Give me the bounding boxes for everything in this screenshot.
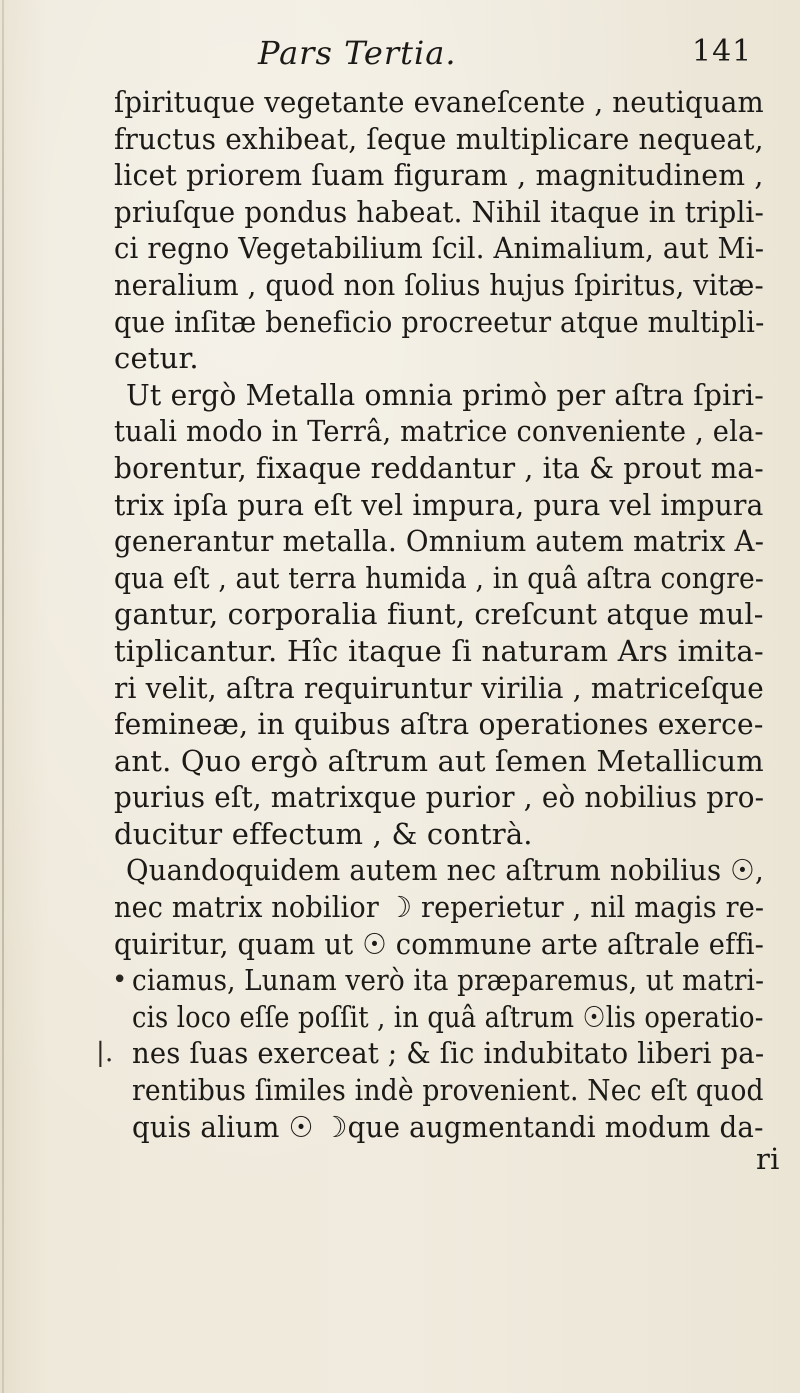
text-line: generantur metalla. Omnium autem matrix A- [114,524,765,559]
text-line: neralium , quod non ſolius hujus ſpiritus, vitæ- [114,267,764,302]
text-line: priuſque pondus habeat. Nihil itaque in tripli- [114,194,765,229]
text-line: femineæ, in quibus aſtra operationes exerce- [114,707,764,742]
catchword-line [0,1142,800,1182]
text-line: quis alium ☉ ☽que augmentandi modum da- [132,1109,764,1144]
text-line: tuali modo in Terrâ, matrice conveniente , ela- [114,414,764,449]
text-line: licet priorem ſuam figuram , magnitudinem , [114,158,764,193]
text-line: ſpirituque vegetante evaneſcente , neutiquam [114,85,764,119]
running-title: Pars Tertia. [258,34,457,72]
text-line: qua eſt , aut terra humida , in quâ aſtra congre- [114,560,765,595]
margin-mark: |. [96,1038,114,1069]
body-text [0,84,800,1182]
text-line: ant. Quo ergò aſtrum aut ſemen Metallicum [114,743,764,778]
text-line: fructus exhibeat, ſeque multiplicare nequeat, [114,121,764,156]
text-line: trix ipſa pura eſt vel impura, pura vel impura [114,487,764,522]
catchword: ri [756,1142,780,1177]
text-line: ducitur effectum , & contrà. [114,816,533,851]
text-line: gantur, corporalia fiunt, creſcunt atque mul- [114,597,764,632]
text-line: borentur, fixaque reddantur , ita & prout ma- [114,450,764,485]
text-line: cis loco eſſe poſſit , in quâ aſtrum ☉lis operatio- [132,999,764,1034]
text-line: Quandoquidem autem nec aſtrum nobilius ☉, [126,853,764,888]
text-line: quiritur, quam ut ☉ commune arte aſtrale effi- [114,926,765,961]
text-line: cetur. [114,341,199,376]
text-line: • ciamus, Lunam verò ita præparemus, ut matri- [112,963,765,998]
running-head [0,28,800,78]
text-line: rentibus ſimiles indè provenient. Nec eſt quod [132,1073,764,1108]
margin-mark: • [112,965,128,996]
text-line: |. nes ſuas exerceat ; & ſic indubitato liberi pa- [96,1036,765,1071]
text-line: purius eſt, matrixque purior , eò nobilius pro- [114,780,765,815]
text-line: nec matrix nobilior ☽ reperietur , nil magis re- [114,890,765,925]
page-number: 141 [692,34,753,69]
text-line: Ut ergò Metalla omnia primò per aſtra ſpiri- [126,377,764,412]
text-line: tiplicantur. Hîc itaque ſi naturam Ars imita- [114,633,764,668]
text-line: ri velit, aſtra requiruntur virilia , matriceſque [114,670,764,705]
text-line: que inſitæ beneficio procreetur atque multipli- [114,304,765,339]
text-line: ci regno Vegetabilium ſcil. Animalium, aut Mi- [114,231,765,266]
